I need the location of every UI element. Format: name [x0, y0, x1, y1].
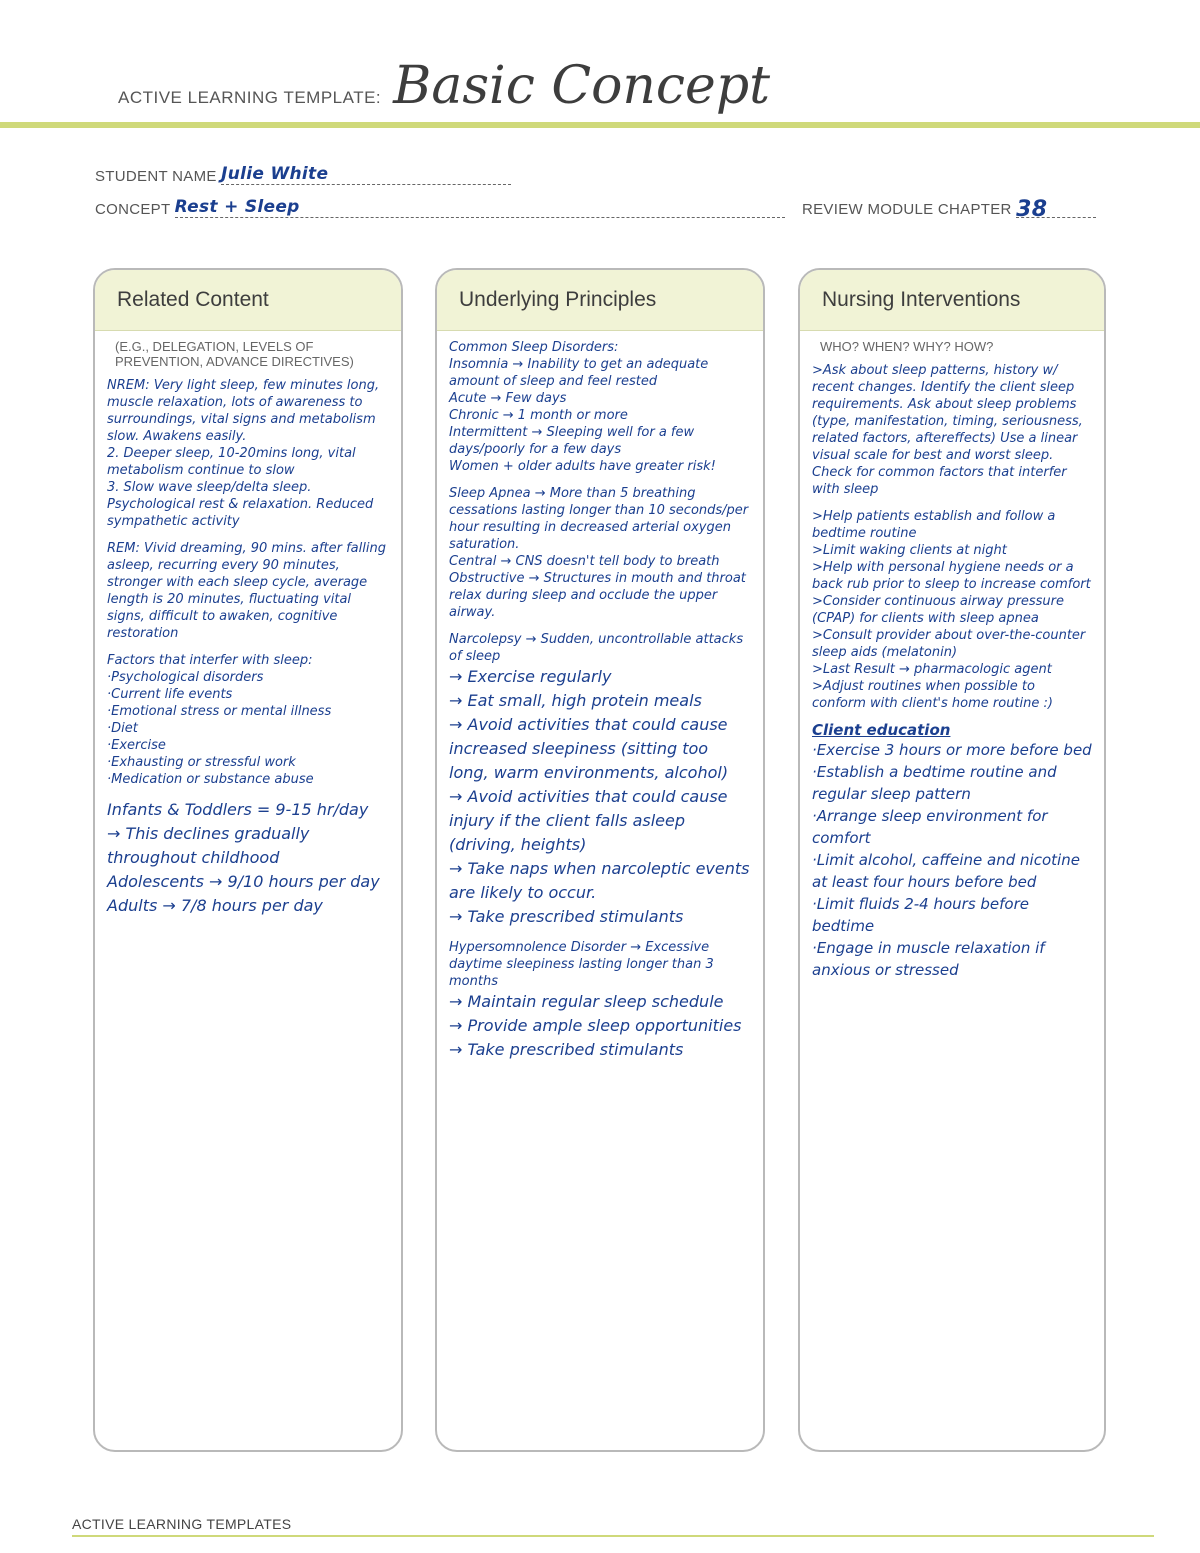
nursing-interventions-hint: WHO? WHEN? WHY? HOW? [820, 339, 994, 354]
footer-label: ACTIVE LEARNING TEMPLATES [72, 1516, 292, 1532]
note-assessment: >Ask about sleep patterns, history w/ recent changes. Identify the client sleep requirements. Ask about sleep problems (type, manifestation, timing, seriousness, related factors, aftereffects) Use a linear visual scale for best and worst sleep. Check for common factors that interfer with sleep [812, 363, 1083, 497]
note-insomnia-types: Acute → Few days Chronic → 1 month or more Intermittent → Sleeping well for a few days/poorly for a few days Women + older adults have greater risk! [449, 391, 716, 474]
student-name-value: Julie White [221, 164, 329, 184]
note-narcolepsy-actions: → Exercise regularly → Eat small, high protein meals → Avoid activities that could cause increased sleepiness (sitting too long, warm environments, alcohol) → Avoid activities that could cause injury if the client falls asleep (driving, heights) → Take naps when narcoleptic events are likely to occur. → Take prescribed stimulants [449, 667, 750, 926]
note-common-disorders: Common Sleep Disorders: [449, 340, 619, 355]
footer-divider [72, 1535, 1154, 1537]
concept-value: Rest + Sleep [174, 197, 300, 217]
related-content-header [95, 270, 401, 331]
note-apnea-types: Central → CNS doesn't tell body to breath Obstructive → Structures in mouth and throat relax during sleep and occlude the upper airway. [449, 554, 746, 620]
nursing-interventions-header [800, 270, 1104, 331]
note-hypersomnolence: Hypersomnolence Disorder → Excessive daytime sleepiness lasting longer than 3 months [449, 940, 714, 989]
header-divider [0, 122, 1200, 128]
chapter-line [1016, 197, 1096, 222]
nursing-interventions-column [798, 268, 1106, 1452]
note-sleep-apnea: Sleep Apnea → More than 5 breathing cessations lasting longer than 10 seconds/per hour resulting in decreased arterial oxygen saturation. [449, 486, 749, 552]
note-adults: Adults → 7/8 hours per day [107, 896, 323, 915]
note-factors: Factors that interfer with sleep: ·Psychological disorders ·Current life events ·Emotional stress or mental illness ·Diet ·Exercise ·Exhausting or stressful work ·Medication or substance abuse [107, 653, 332, 787]
nursing-interventions-notes [800, 354, 1104, 981]
nursing-interventions-title: Nursing Interventions [822, 288, 1021, 311]
chapter-field [802, 197, 1096, 222]
student-name-label: STUDENT NAME [95, 168, 217, 185]
note-insomnia: Insomnia → Inability to get an adequate amount of sleep and feel rested [449, 357, 709, 389]
template-label: ACTIVE LEARNING TEMPLATE: [118, 88, 382, 107]
concept-label: CONCEPT [95, 201, 171, 218]
note-interventions: >Help patients establish and follow a bedtime routine >Limit waking clients at night >Help with personal hygiene needs or a back rub prior to sleep to increase comfort >Consider continuous airway pressure (CPAP) for clients with sleep apnea >Consult provider about over-the-counter sleep aids (melatonin) >Last Result → pharmacologic agent >Adjust routines when possible to conform with client's home routine :) [812, 509, 1091, 711]
note-stage-3: 3. Slow wave sleep/delta sleep. Psychological rest & relaxation. Reduced sympathetic activity [107, 480, 374, 529]
note-client-education: ·Exercise 3 hours or more before bed ·Establish a bedtime routine and regular sleep pattern ·Arrange sleep environment for comfort ·Limit alcohol, caffeine and nicotine at least four hours before bed ·Limit fluids 2-4 hours before bedtime ·Engage in muscle relaxation if anxious or stressed [812, 741, 1092, 979]
related-content-hint: (E.G., DELEGATION, LEVELS OF PREVENTION, ADVANCE DIRECTIVES) [115, 339, 354, 369]
template-header [118, 56, 770, 120]
underlying-principles-notes [437, 331, 763, 1062]
related-content-title: Related Content [117, 288, 269, 311]
chapter-label: REVIEW MODULE CHAPTER [802, 201, 1012, 218]
template-title: Basic Concept [393, 56, 771, 116]
note-narcolepsy: Narcolepsy → Sudden, uncontrollable attacks of sleep [449, 632, 744, 664]
note-hypersomnolence-actions: → Maintain regular sleep schedule → Provide ample sleep opportunities → Take prescribed stimulants [449, 992, 742, 1059]
underlying-principles-title: Underlying Principles [459, 288, 657, 311]
note-rem: REM: Vivid dreaming, 90 mins. after falling asleep, recurring every 90 minutes, stronger with each sleep cycle, average length is 20 minutes, fluctuating vital signs, difficult to awaken, cognitive restoration [107, 541, 386, 641]
note-adolescents: Adolescents → 9/10 hours per day [107, 872, 380, 891]
concept-line [175, 197, 785, 218]
note-infants: Infants & Toddlers = 9-15 hr/day → This declines gradually throughout childhood [107, 800, 369, 867]
chapter-value: 38 [1016, 197, 1048, 222]
related-content-notes [95, 369, 401, 918]
note-client-education-heading: Client education [812, 721, 951, 739]
note-nrem: NREM: Very light sleep, few minutes long, muscle relaxation, lots of awareness to surroundings, vital signs and metabolism slow. Awakens easily. [107, 378, 380, 444]
note-stage-2: 2. Deeper sleep, 10-20mins long, vital metabolism continue to slow [107, 446, 356, 478]
concept-field [95, 197, 785, 218]
underlying-principles-column [435, 268, 765, 1452]
student-name-field [95, 164, 511, 185]
underlying-principles-header [437, 270, 763, 331]
related-content-column [93, 268, 403, 1452]
student-name-line [221, 164, 511, 185]
